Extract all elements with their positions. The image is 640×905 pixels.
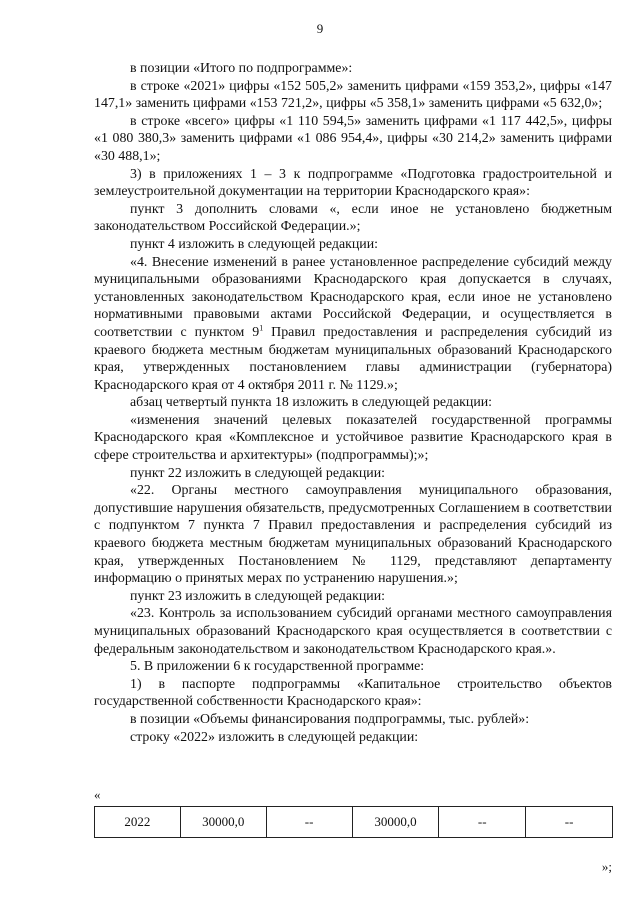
paragraph: 3) в приложениях 1 – 3 к подпрограмме «Подготовка градостроительной и землеустроительной документации на территории Краснодарского края»: (94, 166, 612, 200)
table-cell-regional: 30000,0 (352, 807, 439, 838)
paragraph-text-before: «4. Внесение изменений в ранее установленное распределение субсидий между муниципальными образованиями Краснодарского края допускается в случаях, установленных законодательством Краснодарского края, если иное не установлено нормативными правовыми актами Российской Федерации, и осуществляется в соответствии с пунктом 9 (94, 254, 612, 340)
paragraph: пункт 3 дополнить словами «, если иное не установлено бюджетным законодательством Российской Федерации.»; (94, 201, 612, 235)
superscript: 1 (259, 323, 264, 333)
paragraph: в позиции «Объемы финансирования подпрограммы, тыс. рублей»: (130, 711, 530, 727)
table-row (95, 807, 613, 838)
paragraph: 1) в паспорте подпрограммы «Капитальное строительство объектов государственной собственности Краснодарского края»: (94, 676, 612, 710)
opening-quote: « (94, 787, 101, 802)
closing-quote: »; (601, 859, 612, 874)
page-number: 9 (316, 21, 324, 36)
document-body (94, 60, 612, 746)
table-cell: -- (439, 807, 526, 838)
paragraph: строку «2022» изложить в следующей редакции: (130, 729, 419, 745)
paragraph: «22. Органы местного самоуправления муниципального образования, допустившие нарушения обязательств, предусмотренных Соглашением в соответствии с подпунктом 7 пункта 7 Правил предоставления и распределения субсидий из краевого бюджета местным бюджетам муниципальных образований Краснодарского края, утвержденных Постановлением № 1129, представляют департаменту информацию о принятых мерах по устранению нарушения.»; (94, 483, 612, 587)
paragraph-with-superscript (94, 254, 612, 395)
paragraph: пункт 23 изложить в следующей редакции: (130, 588, 385, 604)
paragraph: в строке «2021» цифры «152 505,2» заменить цифрами «159 353,2», цифры «147 147,1» заменить цифрами «153 721,2», цифры «5 358,1» заменить цифрами «5 632,0»; (94, 78, 612, 112)
table-cell: -- (526, 807, 613, 838)
table-cell-year: 2022 (95, 807, 181, 838)
paragraph: пункт 22 изложить в следующей редакции: (130, 465, 385, 481)
financing-table (94, 806, 613, 838)
paragraph: абзац четвертый пункта 18 изложить в следующей редакции: (130, 395, 493, 411)
paragraph: «изменения значений целевых показателей государственной программы Краснодарского края «Комплексное и устойчивое развитие Краснодарского края в сфере строительства и архитектуры» (подпрограммы);»; (94, 412, 612, 464)
paragraph: «23. Контроль за использованием субсидий органами местного самоуправления муниципальных образований Краснодарского края осуществляется в соответствии с федеральным законодательством и законодательством Краснодарского края.». (94, 606, 612, 657)
table-cell: -- (266, 807, 352, 838)
paragraph: в позиции «Итого по подпрограмме»: (130, 61, 353, 76)
paragraph: 5. В приложении 6 к государственной программе: (130, 659, 425, 675)
paragraph-text-after: Правил предоставления и распределения субсидий из краевого бюджета местным бюджетам муниципальных образований Краснодарского края, утвержденных постановлением главы администрации (губернатора) Краснодарского края от 4 октября 2011 г. № 1129.»; (94, 324, 612, 393)
paragraph: в строке «всего» цифры «1 110 594,5» заменить цифрами «1 117 442,5», цифры «1 080 380,3» заменить цифрами «1 086 954,4», цифры «30 214,2» заменить цифрами «30 488,1»; (94, 113, 612, 164)
table-cell-total: 30000,0 (180, 807, 266, 838)
paragraph: пункт 4 изложить в следующей редакции: (130, 236, 379, 252)
